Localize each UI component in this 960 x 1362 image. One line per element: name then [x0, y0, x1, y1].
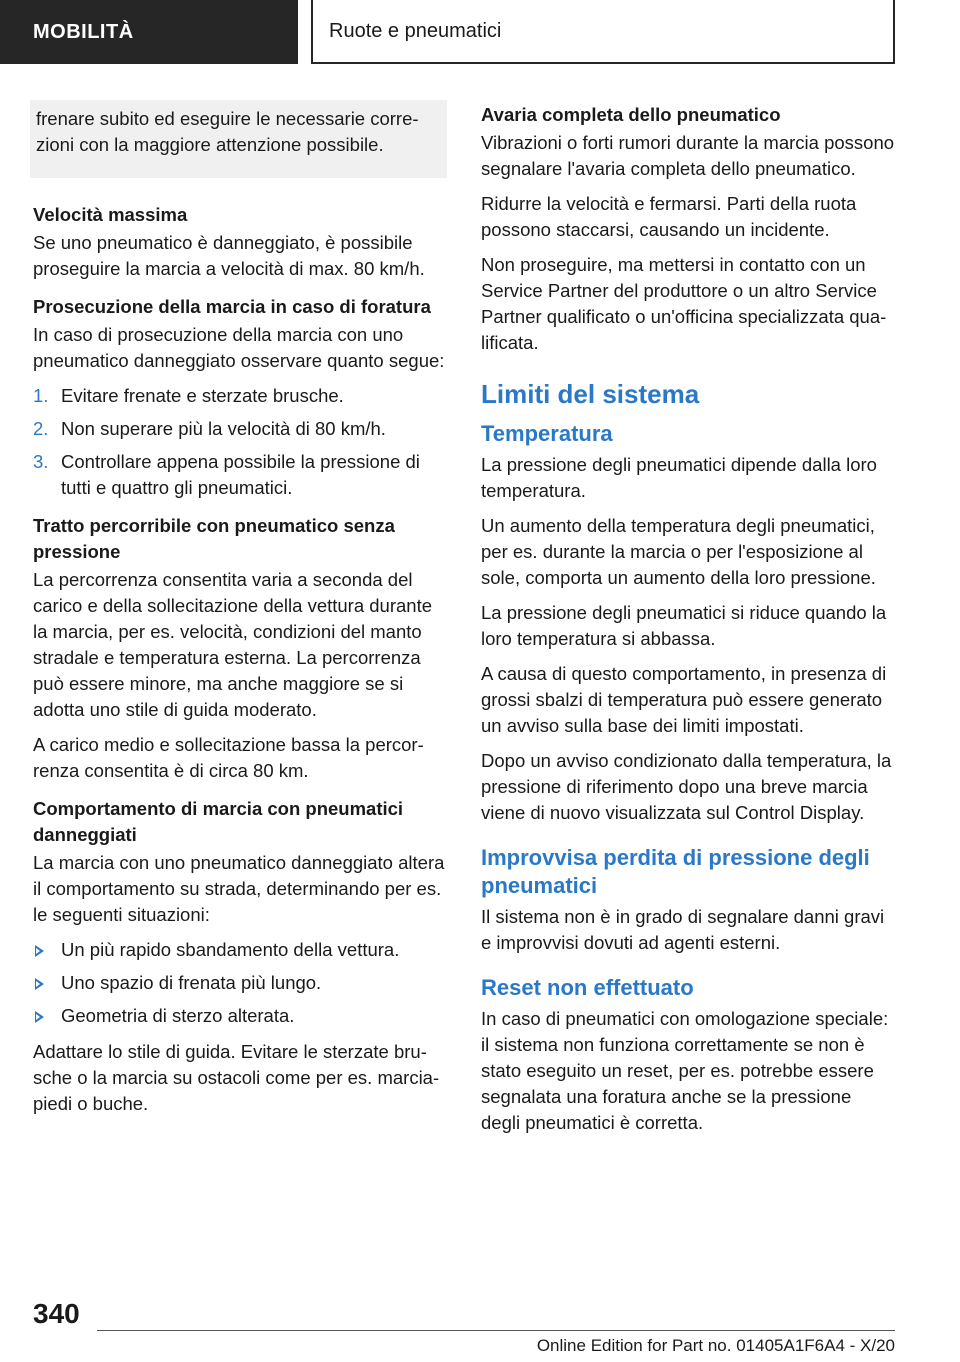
section-tab [0, 0, 298, 64]
footer-divider [97, 1330, 895, 1331]
paragraph: La pressione degli pneumatici si riduce quando la loro temperatura si abbassa. [481, 602, 887, 649]
heading-perdita-pressione: Improvvisa perdita di pressione degli pneumatici [481, 845, 870, 898]
bullet-list [33, 937, 447, 1029]
bullet-text: Un più rapido sbandamento della vettura. [61, 939, 400, 960]
continued-note: frenare subito ed eseguire le necessarie correzioni con la maggiore attenzione possibile. [30, 100, 447, 178]
triangle-bullet-icon [35, 945, 44, 957]
paragraph: A causa di questo comportamento, in presenza di grossi sbalzi di temperatura può essere generato un avviso sulla base dei limiti impostati. [481, 663, 887, 736]
bullet-text: Geometria di sterzo alterata. [61, 1005, 295, 1026]
heading-prosecuzione: Prosecuzione della marcia in caso di foratura [33, 296, 431, 317]
heading-temperatura: Temperatura [481, 421, 613, 446]
paragraph: Un aumento della temperatura degli pneumatici, per es. durante la marcia o per l'esposizione al sole, comporta un aumento della loro pressione. [481, 515, 876, 588]
list-item [33, 937, 447, 963]
paragraph: La pressione degli pneumatici dipende dalla loro temperatura. [481, 454, 877, 501]
list-item [33, 416, 447, 442]
paragraph: La marcia con uno pneumatico danneggiato altera il comportamento su strada, determinando per es. le seguenti situazioni: [33, 852, 445, 925]
list-item [33, 383, 447, 409]
step-text: Non superare più la velocità di 80 km/h. [61, 418, 386, 439]
list-item [33, 970, 447, 996]
list-item [33, 449, 447, 501]
paragraph: Il sistema non è in grado di segnalare danni gravi e improvvisi dovuti ad agenti esterni. [481, 906, 885, 953]
heading-velocita-massima: Velocità massima [33, 204, 188, 225]
heading-tratto-percorribile: Tratto percorribile con pneumatico senza pressione [33, 515, 395, 562]
paragraph: In caso di pneumatici con omologazione speciale: il sistema non funziona correttamente se non è stato eseguito un reset, per es. potrebbe essere segnalata una foratura anche se la pressione degli pneumatici è corretta. [481, 1008, 889, 1133]
section-title: MOBILITÀ [33, 20, 134, 43]
paragraph: Adattare lo stile di guida. Evitare le sterzate brusche o la marcia su ostacoli come per es. marciapiedi o buche. [33, 1041, 440, 1114]
left-column [33, 100, 447, 1126]
paragraph: Vibrazioni o forti rumori durante la marcia possono segnalare l'avaria completa dello pneumatico. [481, 132, 895, 179]
list-item [33, 1003, 447, 1029]
paragraph: Ridurre la velocità e fermarsi. Parti della ruota possono staccarsi, causando un incidente. [481, 193, 857, 240]
chapter-tab [311, 0, 895, 64]
heading-comportamento: Comportamento di marcia con pneumatici danneggiati [33, 798, 404, 845]
right-column [481, 102, 895, 1145]
page-number: 340 [33, 1298, 80, 1329]
step-text: Controllare appena possibile la pressione di tutti e quattro gli pneumatici. [61, 451, 420, 498]
paragraph: A carico medio e sollecitazione bassa la percorrenza consentita è di circa 80 km. [33, 734, 424, 781]
step-number: 1. [33, 385, 49, 406]
triangle-bullet-icon [35, 978, 44, 990]
chapter-title: Ruote e pneumatici [329, 19, 502, 42]
paragraph: Se uno pneumatico è danneggiato, è possibile proseguire la marcia a velocità di max. 80 km/h. [33, 232, 425, 279]
paragraph: In caso di prosecuzione della marcia con uno pneumatico danneggiato osservare quanto segue: [33, 324, 445, 371]
heading-reset: Reset non effettuato [481, 975, 694, 1000]
step-number: 3. [33, 451, 49, 472]
paragraph: Non proseguire, ma mettersi in contatto con un Service Partner del produttore o un altro Service Partner qualificato o un'officina specializzata qualificata. [481, 254, 887, 353]
steps-list [33, 383, 447, 501]
step-text: Evitare frenate e sterzate brusche. [61, 385, 344, 406]
step-number: 2. [33, 418, 49, 439]
paragraph: Dopo un avviso condizionato dalla temperatura, la pressione di riferimento dopo una breve marcia viene di nuovo visualizzata sul Control Display. [481, 750, 892, 823]
triangle-bullet-icon [35, 1011, 44, 1023]
footer-edition: Online Edition for Part no. 01405A1F6A4 - X/20 [536, 1336, 895, 1355]
heading-avaria-completa: Avaria completa dello pneumatico [481, 104, 781, 125]
bullet-text: Uno spazio di frenata più lungo. [61, 972, 322, 993]
paragraph: La percorrenza consentita varia a seconda del carico e della sollecitazione della vettura durante la marcia, per es. velocità, condizioni del manto stradale e temperatura esterna. La percorrenza può essere minore, ma anche maggiore se si adotta uno stile di guida moderato. [33, 569, 433, 720]
heading-limiti-sistema: Limiti del sistema [481, 379, 700, 409]
